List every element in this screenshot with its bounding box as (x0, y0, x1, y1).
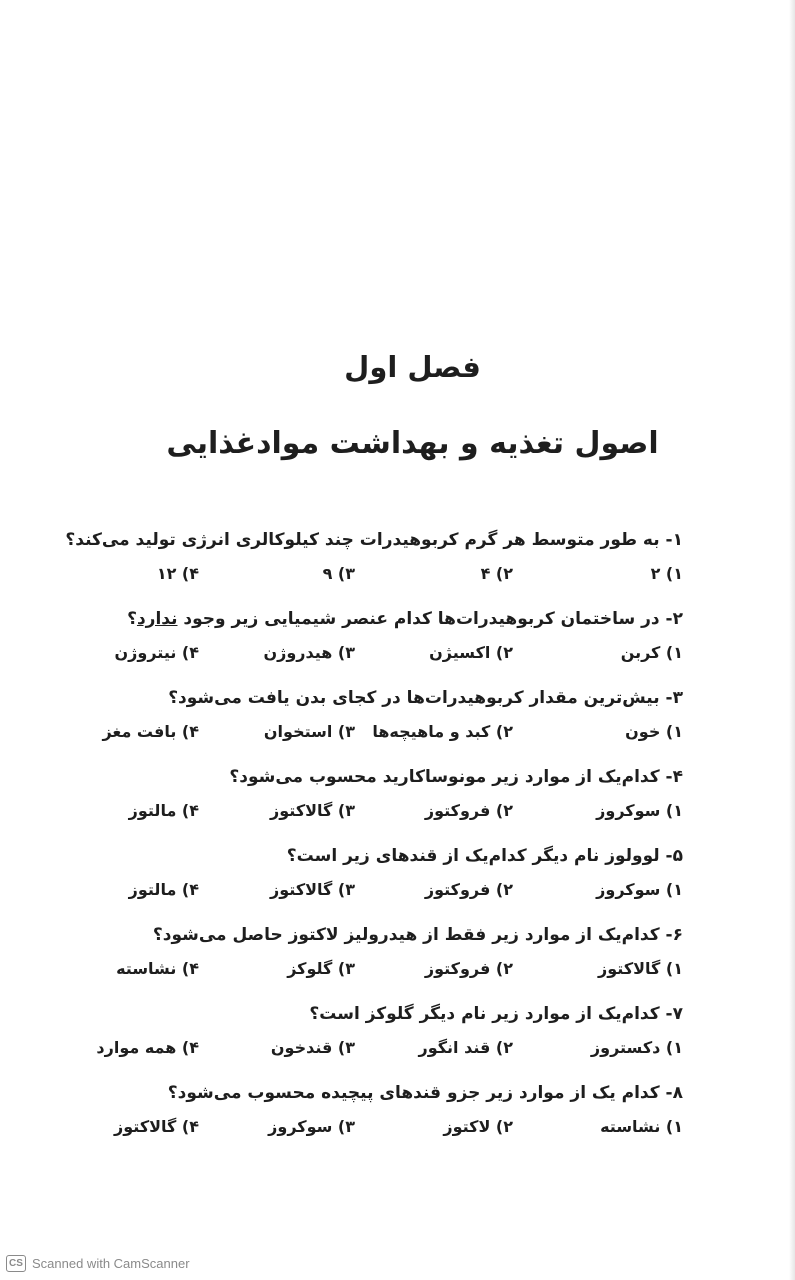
option-1: ۱) کربن (620, 643, 683, 662)
question-emphasis: ندارد (136, 609, 178, 629)
option-2: ۲) فروکتوز (424, 801, 513, 820)
option-4: ۴) بافت مغز (102, 722, 199, 741)
question-text: ۳- بیش‌ترین مقدار کربوهیدرات‌ها در کجای بدن یافت می‌شود؟ (168, 688, 683, 708)
option-4: ۴) نشاسته (116, 959, 199, 978)
question-6 (0, 921, 795, 1000)
question-text: ۱- به طور متوسط هر گرم کربوهیدرات چند کیلوکالری انرژی تولید می‌کند؟ (65, 530, 683, 550)
option-3: ۳) گالاکتوز (270, 801, 355, 820)
question-text-end: ؟ (127, 609, 137, 629)
question-text-start: ۲- در ساختمان کربوهیدرات‌ها کدام عنصر شیمیایی زیر وجود (177, 609, 683, 629)
option-3: ۳) گلوکز (287, 959, 355, 978)
question-list (0, 526, 795, 1158)
option-3: ۳) استخوان (263, 722, 355, 741)
option-2: ۲) کبد و ماهیچه‌ها (372, 722, 513, 741)
option-2: ۲) قند انگور (418, 1038, 513, 1057)
question-text: ۷- کدام‌یک از موارد زیر نام دیگر گلوکز است؟ (309, 1004, 683, 1024)
question-7 (0, 1000, 795, 1079)
option-1: ۱) ۲ (650, 564, 683, 583)
question-2 (0, 605, 795, 684)
chapter-title: فصل اول (344, 350, 481, 384)
section-title: اصول تغذیه و بهداشت موادغذایی (166, 426, 659, 461)
question-4 (0, 763, 795, 842)
scanner-text: Scanned with CamScanner (32, 1256, 190, 1271)
question-text: ۸- کدام یک از موارد زیر جزو قندهای پیچیده محسوب می‌شود؟ (167, 1083, 683, 1103)
option-2: ۲) لاکتوز (443, 1117, 513, 1136)
question-text (83, 609, 683, 629)
question-1 (0, 526, 795, 605)
option-2: ۲) فروکتوز (424, 959, 513, 978)
option-4: ۴) مالتوز (128, 801, 199, 820)
option-3: ۳) سوکروز (268, 1117, 355, 1136)
option-4: ۴) نیتروژن (114, 643, 199, 662)
camscanner-icon: CS (6, 1255, 26, 1272)
scanner-watermark (6, 1255, 190, 1272)
option-3: ۳) ۹ (322, 564, 355, 583)
option-1: ۱) سوکروز (596, 801, 683, 820)
option-3: ۳) قندخون (270, 1038, 355, 1057)
option-2: ۲) اکسیژن (429, 643, 513, 662)
option-1: ۱) نشاسته (600, 1117, 683, 1136)
question-5 (0, 842, 795, 921)
question-text: ۴- کدام‌یک از موارد زیر مونوساکارید محسوب می‌شود؟ (229, 767, 683, 787)
option-4: ۴) گالاکتوز (114, 1117, 199, 1136)
question-text: ۵- لوولوز نام دیگر کدام‌یک از قندهای زیر است؟ (286, 846, 683, 866)
question-3 (0, 684, 795, 763)
question-8 (0, 1079, 795, 1158)
option-1: ۱) سوکروز (596, 880, 683, 899)
option-2: ۲) ۴ (480, 564, 513, 583)
option-3: ۳) گالاکتوز (270, 880, 355, 899)
option-2: ۲) فروکتوز (424, 880, 513, 899)
option-4: ۴) مالتوز (128, 880, 199, 899)
option-4: ۴) همه موارد (96, 1038, 199, 1057)
option-1: ۱) خون (625, 722, 683, 741)
option-4: ۴) ۱۲ (156, 564, 199, 583)
question-text: ۶- کدام‌یک از موارد زیر فقط از هیدرولیز لاکتوز حاصل می‌شود؟ (152, 925, 683, 945)
option-1: ۱) گالاکتوز (598, 959, 683, 978)
option-3: ۳) هیدروژن (263, 643, 355, 662)
option-1: ۱) دکستروز (590, 1038, 683, 1057)
